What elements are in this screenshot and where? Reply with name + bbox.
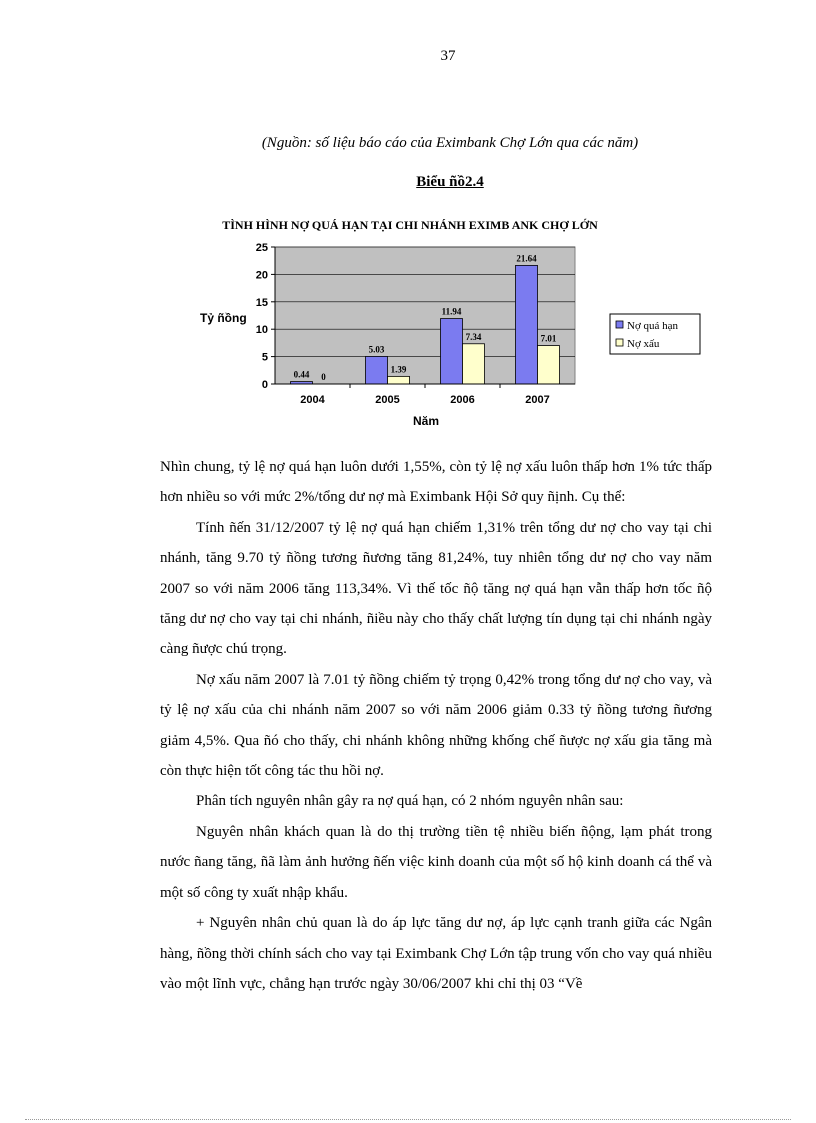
paragraph-1: Nhìn chung, tỷ lệ nợ quá hạn luôn dưới 1,55%, còn tỷ lệ nợ xấu luôn thấp hơn 1% tức thấp hơn nhiều so với mức 2%/tổng dư nợ mà Eximbank Hội Sở quy ñịnh. Cụ thể:: [160, 459, 712, 506]
paragraph-5: Nguyên nhân khách quan là do thị trường tiền tệ nhiều biến ñộng, lạm phát trong nước ñang tăng, ñã làm ảnh hưởng ñến việc kinh doanh của một số hộ kinh doanh cá thể và một số công ty xuất nhập khẩu.: [160, 823, 712, 901]
x-tick-label: 2005: [375, 394, 400, 406]
legend-swatch-no-qua-han: [616, 321, 623, 328]
bar-no-xau-2007: [538, 346, 560, 384]
page-bottom-border: [25, 1119, 791, 1120]
y-tick-label: 0: [261, 379, 268, 391]
legend: [610, 314, 700, 354]
y-ticks: [256, 242, 275, 391]
bar-no-qua-han-2005: [366, 356, 388, 384]
data-label: 0: [321, 372, 326, 382]
data-label: 21.64: [516, 253, 537, 264]
page-number: 37: [440, 48, 456, 64]
paragraph-6: + Nguyên nhân chủ quan là do áp lực tăng dư nợ, áp lực cạnh tranh giữa các Ngân hàng, ñồng thời chính sách cho vay tại Eximbank Chợ Lớn tập trung vốn cho vay quá nhiều vào một lĩnh vực, chẳng hạn trước ngày 30/06/2007 khi chỉ thị 03 “Về: [160, 915, 712, 992]
data-label: 1.39: [390, 364, 407, 375]
figure-label: [160, 174, 740, 191]
legend-label-no-xau: Nợ xấu: [627, 338, 660, 350]
paragraph-4: Phân tích nguyên nhân gây ra nợ quá hạn, có 2 nhóm nguyên nhân sau:: [196, 793, 624, 810]
bar-no-xau-2006: [463, 344, 485, 384]
y-tick-label: 20: [255, 269, 268, 282]
data-label: 11.94: [441, 306, 462, 317]
source-note: (Nguồn: số liệu báo cáo của Eximbank Chợ Lớn qua các năm): [261, 135, 639, 151]
body-text: [160, 452, 712, 999]
bar-chart: [190, 210, 720, 435]
data-label: 7.01: [540, 333, 557, 344]
legend-swatch-no-xau: [616, 339, 623, 346]
y-tick-label: 15: [255, 296, 268, 309]
x-ticks: [300, 384, 549, 406]
bar-no-qua-han-2007: [516, 265, 538, 384]
y-tick-label: 10: [255, 324, 268, 337]
legend-label-no-qua-han: Nợ quá hạn: [627, 320, 679, 332]
data-label: 7.34: [465, 331, 482, 342]
y-axis-label: Tỷ ñồng: [200, 311, 247, 325]
bar-no-qua-han-2006: [441, 319, 463, 384]
paragraph-3: Nợ xấu năm 2007 là 7.01 tỷ ñồng chiếm tỷ trọng 0,42% trong tổng dư nợ cho vay, và tỷ lệ nợ xấu của chi nhánh năm 2007 so với năm 2006 giảm 0.33 tỷ ñồng tương ñương giảm 4,5%. Qua ñó cho thấy, chi nhánh không những khống chế ñược nợ xấu gia tăng mà còn thực hiện tốt công tác thu hồi nợ.: [160, 671, 712, 780]
data-label: 0.44: [293, 369, 310, 380]
x-tick-label: 2004: [300, 394, 325, 406]
x-axis-label: Năm: [412, 414, 440, 428]
paragraph-2: Tính ñến 31/12/2007 tỷ lệ nợ quá hạn chiếm 1,31% trên tổng dư nợ cho vay tại chi nhánh, tăng 9.70 tỷ ñồng tương ñương tăng 81,24%, tuy nhiên tổng dư nợ cho vay năm 2007 so với năm 2006 tăng 113,34%. Vì thế tốc ñộ tăng nợ quá hạn vẫn thấp hơn tốc ñộ tăng dư nợ cho vay tại chi nhánh, ñiều này cho thấy chất lượng tín dụng tại chi nhánh ngày càng ñược chú trọng.: [160, 519, 712, 658]
chart-title: TÌNH HÌNH NỢ QUÁ HẠN TẠI CHI NHÁNH EXIMB ANK CHỢ LỚN: [222, 218, 598, 232]
y-tick-label: 25: [255, 242, 268, 254]
y-tick-label: 5: [261, 351, 268, 364]
x-tick-label: 2007: [525, 394, 550, 406]
bar-no-xau-2005: [388, 376, 410, 384]
figure-label-text: Biểu ñồ2.4: [416, 174, 484, 190]
x-tick-label: 2006: [450, 394, 475, 406]
data-label: 5.03: [368, 344, 385, 355]
